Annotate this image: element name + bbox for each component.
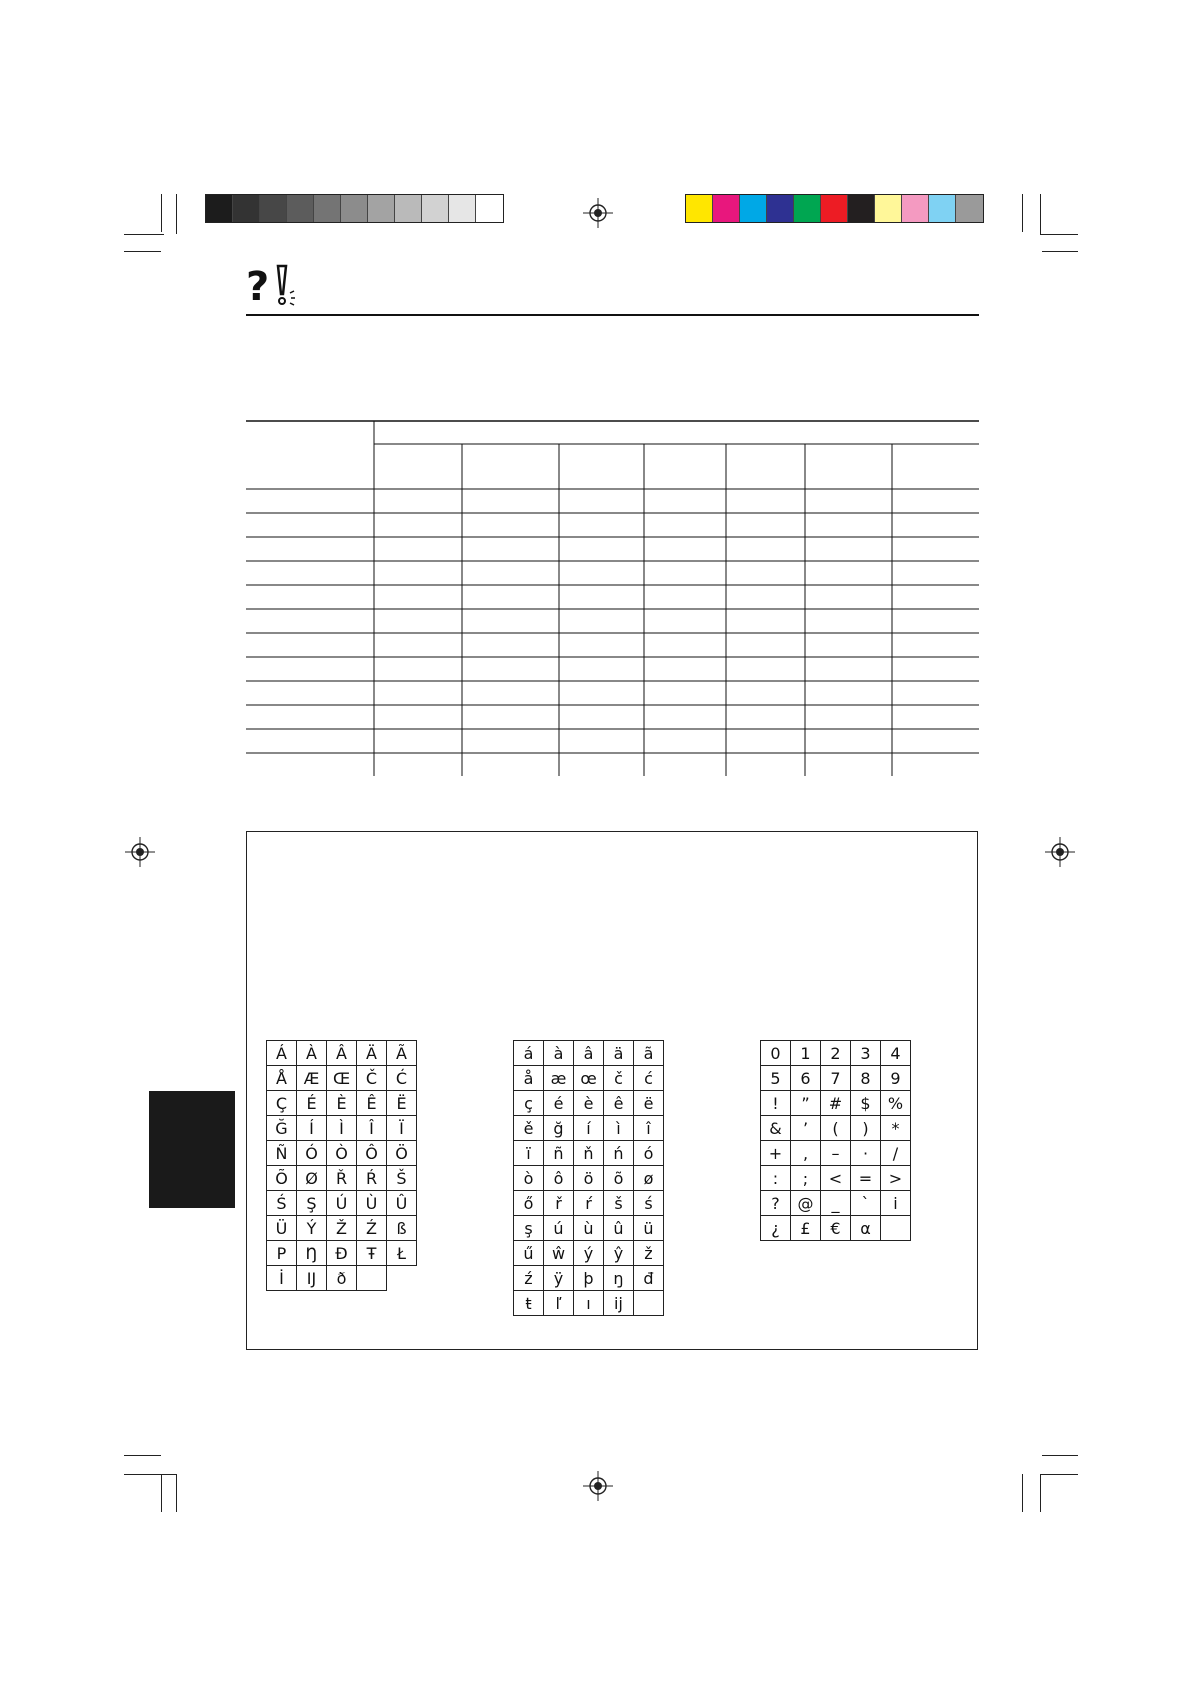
symbols-character-cell: * xyxy=(880,1115,911,1141)
crop-mark-bottom-right-horizontal xyxy=(1042,1455,1078,1456)
lowercase-character-cell: ĳ xyxy=(603,1290,634,1316)
symbols-character-cell: 7 xyxy=(820,1065,851,1091)
uppercase-character-cell: Ž xyxy=(326,1215,357,1241)
uppercase-character-cell: Ł xyxy=(386,1240,417,1266)
uppercase-character-cell: Û xyxy=(386,1190,417,1216)
lowercase-character-cell: õ xyxy=(603,1165,634,1191)
uppercase-character-cell: Ô xyxy=(356,1140,387,1166)
specification-table xyxy=(246,420,979,776)
lowercase-character-cell: í xyxy=(573,1115,604,1141)
uppercase-character-cell xyxy=(356,1265,387,1291)
symbols-character-cell: 2 xyxy=(820,1040,851,1066)
uppercase-character-cell: Ğ xyxy=(266,1115,297,1141)
symbols-character-cell: 3 xyxy=(850,1040,881,1066)
uppercase-character-cell: Ä xyxy=(356,1040,387,1066)
symbols-character-cell: 6 xyxy=(790,1065,821,1091)
uppercase-character-cell: Ñ xyxy=(266,1140,297,1166)
lowercase-character-cell: î xyxy=(633,1115,664,1141)
lowercase-character-cell: é xyxy=(543,1090,574,1116)
lowercase-character-cell: ö xyxy=(573,1165,604,1191)
crop-mark-top-right-horizontal-2 xyxy=(1042,251,1078,252)
uppercase-character-cell: Å xyxy=(266,1065,297,1091)
uppercase-character-cell: Ŧ xyxy=(356,1240,387,1266)
symbols-character-cell: # xyxy=(820,1090,851,1116)
lowercase-character-cell: ŧ xyxy=(513,1290,544,1316)
process-swatch xyxy=(929,195,956,222)
symbols-character-cell: 1 xyxy=(790,1040,821,1066)
uppercase-character-cell: Ć xyxy=(386,1065,417,1091)
uppercase-character-cell: Ì xyxy=(326,1115,357,1141)
process-swatch xyxy=(875,195,902,222)
lowercase-character-cell: þ xyxy=(573,1265,604,1291)
uppercase-character-cell: Ù xyxy=(356,1190,387,1216)
section-side-tab xyxy=(149,1091,235,1208)
lowercase-character-cell: ŵ xyxy=(543,1240,574,1266)
symbols-character-cell: ! xyxy=(760,1090,791,1116)
process-swatch xyxy=(821,195,848,222)
lowercase-character-cell: ř xyxy=(543,1190,574,1216)
symbols-character-cell xyxy=(880,1215,911,1241)
lowercase-character-cell: ç xyxy=(513,1090,544,1116)
symbols-character-cell: ? xyxy=(760,1190,791,1216)
symbols-character-cell: _ xyxy=(820,1190,851,1216)
lowercase-character-cell: ó xyxy=(633,1140,664,1166)
uppercase-character-cell: P xyxy=(266,1240,297,1266)
symbols-character-cell: ) xyxy=(850,1115,881,1141)
lowercase-character-cell: ğ xyxy=(543,1115,574,1141)
process-swatch xyxy=(794,195,821,222)
symbols-character-cell: ’ xyxy=(790,1115,821,1141)
lowercase-character-cell: œ xyxy=(573,1065,604,1091)
grayscale-swatch xyxy=(206,195,233,222)
lowercase-character-cell: č xyxy=(603,1065,634,1091)
lowercase-character-cell: ń xyxy=(603,1140,634,1166)
lowercase-character-cell: ü xyxy=(633,1215,664,1241)
crop-mark-bottom-left-horizontal-2 xyxy=(124,1474,176,1475)
crop-mark-bottom-left-vertical-2 xyxy=(176,1474,177,1512)
lowercase-character-cell: ě xyxy=(513,1115,544,1141)
lowercase-character-cell: ŷ xyxy=(603,1240,634,1266)
grayscale-swatch xyxy=(422,195,449,222)
process-swatch xyxy=(956,195,983,222)
uppercase-character-cell: Í xyxy=(296,1115,327,1141)
symbols-character-cell: % xyxy=(880,1090,911,1116)
lowercase-character-cell: ô xyxy=(543,1165,574,1191)
symbols-character-cell: 4 xyxy=(880,1040,911,1066)
lowercase-character-cell: æ xyxy=(543,1065,574,1091)
uppercase-character-cell: Ü xyxy=(266,1215,297,1241)
process-swatch xyxy=(740,195,767,222)
lowercase-character-cell: ć xyxy=(633,1065,664,1091)
uppercase-character-cell: Ê xyxy=(356,1090,387,1116)
grayscale-swatch xyxy=(449,195,476,222)
symbols-character-cell: α xyxy=(850,1215,881,1241)
symbols-character-cell: – xyxy=(820,1140,851,1166)
symbols-character-cell: ; xyxy=(790,1165,821,1191)
lowercase-character-cell: ø xyxy=(633,1165,664,1191)
registration-mark-icon-bottom xyxy=(583,1471,613,1501)
grayscale-swatch xyxy=(476,195,503,222)
lowercase-character-cell: á xyxy=(513,1040,544,1066)
lowercase-character-cell: ñ xyxy=(543,1140,574,1166)
lowercase-character-cell: ŋ xyxy=(603,1265,634,1291)
symbols-character-cell: $ xyxy=(850,1090,881,1116)
lowercase-character-cell: ý xyxy=(573,1240,604,1266)
lowercase-character-cell: ş xyxy=(513,1215,544,1241)
symbols-character-cell: 0 xyxy=(760,1040,791,1066)
symbols-character-cell: 9 xyxy=(880,1065,911,1091)
uppercase-character-cell: İ xyxy=(266,1265,297,1291)
uppercase-character-cell: Č xyxy=(356,1065,387,1091)
process-swatch xyxy=(713,195,740,222)
lowercase-character-cell: ű xyxy=(513,1240,544,1266)
header-rule xyxy=(246,314,979,316)
uppercase-character-cell: Ú xyxy=(326,1190,357,1216)
uppercase-character-cell: Ë xyxy=(386,1090,417,1116)
lowercase-character-cell: ë xyxy=(633,1090,664,1116)
symbols-character-cell: 5 xyxy=(760,1065,791,1091)
uppercase-character-cell: Ã xyxy=(386,1040,417,1066)
crop-mark-bottom-right-horizontal-2 xyxy=(1040,1474,1078,1475)
lowercase-character-cell: ò xyxy=(513,1165,544,1191)
symbols-character-cell: < xyxy=(820,1165,851,1191)
process-color-strip xyxy=(685,194,984,223)
lowercase-character-cell: ž xyxy=(633,1240,664,1266)
lowercase-character-cell: ê xyxy=(603,1090,634,1116)
lowercase-character-cell: è xyxy=(573,1090,604,1116)
lowercase-character-cell: ź xyxy=(513,1265,544,1291)
uppercase-character-cell: Š xyxy=(386,1165,417,1191)
symbols-character-cell: : xyxy=(760,1165,791,1191)
symbols-character-cell: ¿ xyxy=(760,1215,791,1241)
uppercase-character-cell: Ř xyxy=(326,1165,357,1191)
crop-mark-top-right-vertical xyxy=(1022,194,1023,232)
uppercase-character-cell: Ĳ xyxy=(296,1265,327,1291)
uppercase-character-cell: Æ xyxy=(296,1065,327,1091)
lowercase-character-cell: ő xyxy=(513,1190,544,1216)
process-swatch xyxy=(686,195,713,222)
uppercase-character-cell: Ş xyxy=(296,1190,327,1216)
lowercase-character-cell: ù xyxy=(573,1215,604,1241)
grayscale-swatch xyxy=(395,195,422,222)
uppercase-character-cell: À xyxy=(296,1040,327,1066)
symbols-character-cell: € xyxy=(820,1215,851,1241)
registration-mark-icon-right xyxy=(1045,837,1075,867)
lowercase-character-cell: å xyxy=(513,1065,544,1091)
symbols-character-cell: = xyxy=(850,1165,881,1191)
lowercase-character-cell: û xyxy=(603,1215,634,1241)
crop-mark-top-right-vertical-2 xyxy=(1040,194,1041,234)
symbols-character-cell: & xyxy=(760,1115,791,1141)
lowercase-character-cell: ś xyxy=(633,1190,664,1216)
uppercase-character-cell: Ç xyxy=(266,1090,297,1116)
symbols-character-cell: 8 xyxy=(850,1065,881,1091)
uppercase-character-cell: Î xyxy=(356,1115,387,1141)
uppercase-character-cell: É xyxy=(296,1090,327,1116)
uppercase-character-cell: ð xyxy=(326,1265,357,1291)
uppercase-character-cell: Ź xyxy=(356,1215,387,1241)
uppercase-character-cell: Ś xyxy=(266,1190,297,1216)
process-swatch xyxy=(767,195,794,222)
uppercase-character-cell: Á xyxy=(266,1040,297,1066)
crop-mark-top-right-horizontal xyxy=(1040,234,1078,235)
lowercase-character-cell: đ xyxy=(633,1265,664,1291)
crop-mark-top-left-horizontal-2 xyxy=(124,251,161,252)
registration-mark-icon-top xyxy=(583,198,613,228)
uppercase-character-cell: Â xyxy=(326,1040,357,1066)
uppercase-character-cell: Ö xyxy=(386,1140,417,1166)
registration-mark-icon-left xyxy=(125,837,155,867)
lowercase-character-cell: ã xyxy=(633,1040,664,1066)
crop-mark-bottom-left-horizontal xyxy=(124,1455,161,1456)
symbols-character-cell: > xyxy=(880,1165,911,1191)
uppercase-character-cell: ß xyxy=(386,1215,417,1241)
lowercase-character-cell: ú xyxy=(543,1215,574,1241)
grayscale-swatch xyxy=(260,195,287,222)
crop-mark-top-left-horizontal xyxy=(124,234,164,235)
lowercase-character-cell: ÿ xyxy=(543,1265,574,1291)
svg-text:?: ? xyxy=(246,264,270,308)
lowercase-character-cell: à xyxy=(543,1040,574,1066)
lowercase-character-cell: ï xyxy=(513,1140,544,1166)
symbols-character-cell: @ xyxy=(790,1190,821,1216)
grayscale-color-strip xyxy=(205,194,504,223)
grayscale-swatch xyxy=(368,195,395,222)
crop-mark-top-left-vertical-2 xyxy=(161,194,162,232)
grayscale-swatch xyxy=(287,195,314,222)
crop-mark-top-left-vertical xyxy=(176,194,177,234)
uppercase-character-cell: Ò xyxy=(326,1140,357,1166)
symbols-character-cell: £ xyxy=(790,1215,821,1241)
uppercase-character-cell: Ý xyxy=(296,1215,327,1241)
grayscale-swatch xyxy=(314,195,341,222)
lowercase-character-cell: ľ xyxy=(543,1290,574,1316)
symbols-character-cell: ( xyxy=(820,1115,851,1141)
symbols-character-cell: ” xyxy=(790,1090,821,1116)
question-exclamation-icon xyxy=(246,262,302,308)
uppercase-character-cell: Ø xyxy=(296,1165,327,1191)
symbols-character-cell: · xyxy=(850,1140,881,1166)
grayscale-swatch xyxy=(233,195,260,222)
uppercase-character-cell: Õ xyxy=(266,1165,297,1191)
symbols-character-cell: i xyxy=(880,1190,911,1216)
lowercase-character-cell: ì xyxy=(603,1115,634,1141)
uppercase-character-cell: È xyxy=(326,1090,357,1116)
lowercase-character-cell: ı xyxy=(573,1290,604,1316)
symbols-character-cell: , xyxy=(790,1140,821,1166)
symbols-character-cell: + xyxy=(760,1140,791,1166)
lowercase-character-cell: š xyxy=(603,1190,634,1216)
process-swatch xyxy=(902,195,929,222)
process-swatch xyxy=(848,195,875,222)
lowercase-character-cell: ä xyxy=(603,1040,634,1066)
crop-mark-bottom-right-vertical-2 xyxy=(1040,1474,1041,1512)
uppercase-character-cell: Đ xyxy=(326,1240,357,1266)
symbols-character-cell: ` xyxy=(850,1190,881,1216)
uppercase-character-cell: Ŕ xyxy=(356,1165,387,1191)
uppercase-character-cell: Ŋ xyxy=(296,1240,327,1266)
uppercase-character-cell: Ó xyxy=(296,1140,327,1166)
lowercase-character-cell: â xyxy=(573,1040,604,1066)
crop-mark-bottom-left-vertical xyxy=(161,1474,162,1512)
crop-mark-bottom-right-vertical xyxy=(1022,1474,1023,1512)
symbols-character-cell: / xyxy=(880,1140,911,1166)
uppercase-character-cell: Œ xyxy=(326,1065,357,1091)
lowercase-character-cell: ŕ xyxy=(573,1190,604,1216)
lowercase-character-cell xyxy=(633,1290,664,1316)
uppercase-character-cell: Ï xyxy=(386,1115,417,1141)
lowercase-character-cell: ň xyxy=(573,1140,604,1166)
grayscale-swatch xyxy=(341,195,368,222)
